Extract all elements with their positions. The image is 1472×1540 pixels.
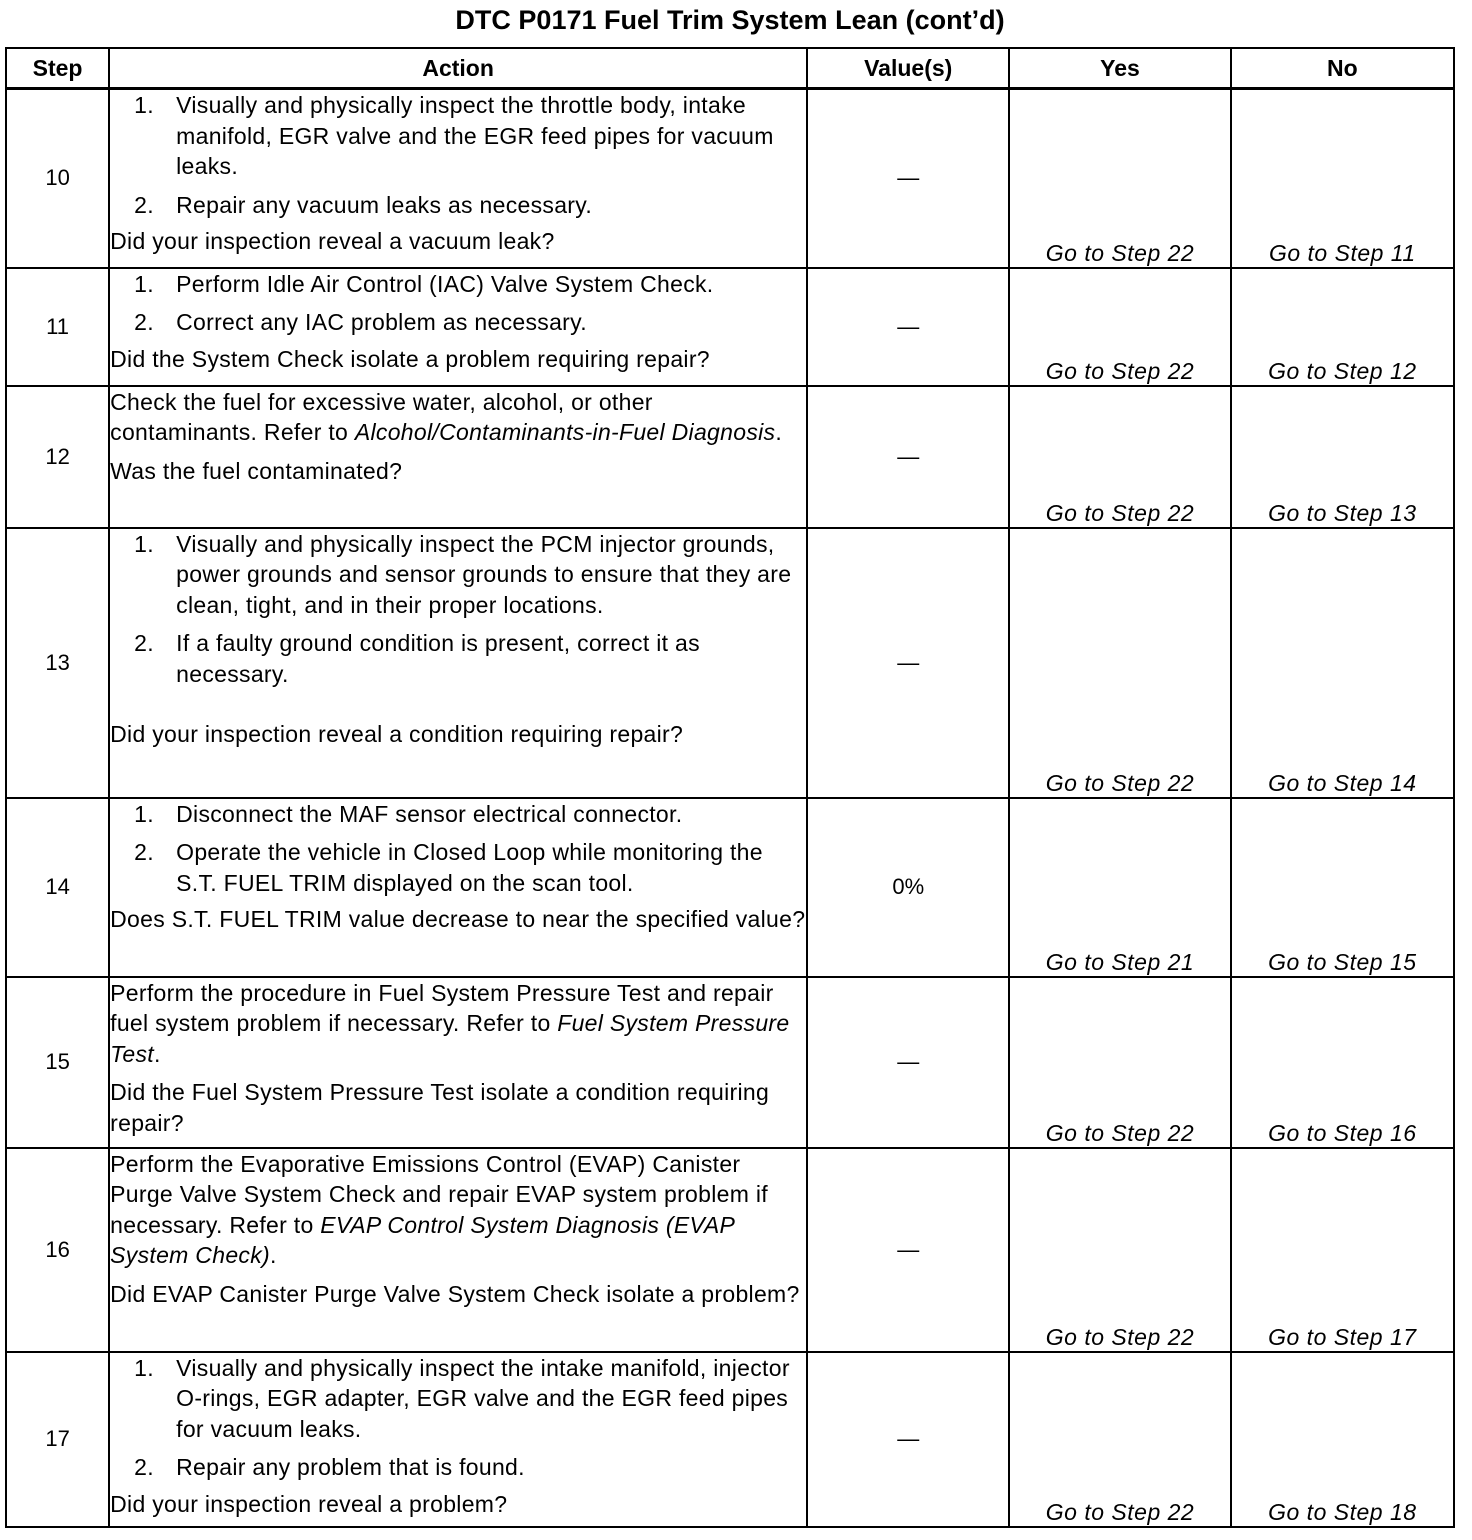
no-goto-link[interactable]: Go to Step 12 [1231, 268, 1454, 386]
reference-link[interactable]: Alcohol/Contaminants-in-Fuel Diagnosis [354, 419, 776, 445]
list-item: 1. Disconnect the MAF sensor electrical connector. [134, 800, 683, 827]
list-item: 1. Visually and physically inspect the PCM injector grounds, power grounds and sensor grounds to ensure that they are clean, tight, and in their proper locations. [134, 530, 792, 618]
value-cell: — [807, 1352, 1009, 1527]
action-question: Did EVAP Canister Purge Valve System Check isolate a problem? [110, 1280, 800, 1307]
action-cell [109, 386, 807, 528]
value-cell: — [807, 1148, 1009, 1352]
no-goto-link[interactable]: Go to Step 18 [1231, 1352, 1454, 1527]
step-number: 16 [6, 1148, 109, 1352]
column-header-step: Step [6, 48, 109, 89]
action-steps-list [110, 90, 806, 220]
value-cell: — [807, 89, 1009, 268]
table-row [6, 977, 1454, 1148]
no-goto-link[interactable]: Go to Step 13 [1231, 386, 1454, 528]
step-number: 14 [6, 798, 109, 977]
action-cell [109, 1352, 807, 1527]
diagnostic-table [5, 47, 1455, 1528]
action-steps-list [110, 269, 806, 338]
list-item: 1. Perform Idle Air Control (IAC) Valve System Check. [134, 270, 714, 297]
step-number: 17 [6, 1352, 109, 1527]
reference-link[interactable]: Fuel System Pressure Test [110, 1010, 790, 1067]
list-item: 1. Visually and physically inspect the throttle body, intake manifold, EGR valve and the EGR feed pipes for vacuum leaks. [134, 92, 774, 179]
no-goto-link[interactable]: Go to Step 16 [1231, 977, 1454, 1148]
action-question: Did your inspection reveal a condition requiring repair? [110, 721, 684, 747]
action-cell [109, 268, 807, 386]
table-row [6, 1352, 1454, 1527]
action-steps-list [110, 799, 806, 899]
value-cell: 0% [807, 798, 1009, 977]
column-header-no: No [1231, 48, 1454, 89]
step-number: 12 [6, 386, 109, 528]
action-steps-list [110, 1353, 806, 1483]
column-header-action: Action [109, 48, 807, 89]
value-cell: — [807, 528, 1009, 798]
action-text: Perform the Evaporative Emissions Control (EVAP) Canister Purge Valve System Check and repair EVAP system problem if necessary. Refer to EVAP Control System Diagnosis (EVAP System Check). [110, 1150, 768, 1268]
table-row [6, 528, 1454, 798]
action-question: Did the Fuel System Pressure Test isolate a condition requiring repair? [110, 1079, 770, 1136]
table-row [6, 89, 1454, 268]
list-item: 2. Repair any problem that is found. [134, 1454, 525, 1480]
table-header-row [6, 48, 1454, 89]
table-row [6, 1148, 1454, 1352]
step-number: 15 [6, 977, 109, 1148]
step-number: 11 [6, 268, 109, 386]
page-title: DTC P0171 Fuel Trim System Lean (cont’d) [455, 5, 1005, 35]
action-cell [109, 1148, 807, 1352]
yes-goto-link[interactable]: Go to Step 22 [1009, 1352, 1230, 1527]
list-item: 2. Repair any vacuum leaks as necessary. [134, 191, 593, 218]
reference-link[interactable]: EVAP Control System Diagnosis (EVAP System Check) [110, 1211, 735, 1268]
table-row [6, 268, 1454, 386]
value-cell: — [807, 268, 1009, 386]
action-text: Check the fuel for excessive water, alcohol, or other contaminants. Refer to Alcohol/Contaminants-in-Fuel Diagnosis. [110, 388, 783, 445]
action-text: Perform the procedure in Fuel System Pressure Test and repair fuel system problem if necessary. Refer to Fuel System Pressure Test. [110, 979, 790, 1067]
action-cell [109, 977, 807, 1148]
list-item: 2. If a faulty ground condition is present, correct it as necessary. [134, 630, 700, 687]
action-steps-list [110, 529, 806, 690]
list-item: 2. Operate the vehicle in Closed Loop while monitoring the S.T. FUEL TRIM displayed on the scan tool. [134, 839, 763, 896]
yes-goto-link[interactable]: Go to Step 22 [1009, 386, 1230, 528]
list-item: 1. Visually and physically inspect the intake manifold, injector O-rings, EGR adapter, EGR valve and the EGR feed pipes for vacuum leaks. [134, 1354, 790, 1442]
table-row [6, 386, 1454, 528]
action-question: Did the System Check isolate a problem requiring repair? [110, 345, 710, 372]
action-question: Was the fuel contaminated? [110, 457, 403, 484]
no-goto-link[interactable]: Go to Step 17 [1231, 1148, 1454, 1352]
action-question: Does S.T. FUEL TRIM value decrease to near the specified value? [110, 906, 806, 932]
action-cell [109, 89, 807, 268]
yes-goto-link[interactable]: Go to Step 22 [1009, 89, 1230, 268]
table-row [6, 798, 1454, 977]
value-cell: — [807, 386, 1009, 528]
value-cell: — [807, 977, 1009, 1148]
no-goto-link[interactable]: Go to Step 15 [1231, 798, 1454, 977]
action-cell [109, 528, 807, 798]
action-question: Did your inspection reveal a vacuum leak? [110, 228, 555, 254]
step-number: 13 [6, 528, 109, 798]
column-header-yes: Yes [1009, 48, 1230, 89]
yes-goto-link[interactable]: Go to Step 22 [1009, 977, 1230, 1148]
list-item: 2. Correct any IAC problem as necessary. [134, 309, 587, 335]
yes-goto-link[interactable]: Go to Step 22 [1009, 1148, 1230, 1352]
no-goto-link[interactable]: Go to Step 14 [1231, 528, 1454, 798]
no-goto-link[interactable]: Go to Step 11 [1231, 89, 1454, 268]
step-number: 10 [6, 89, 109, 268]
column-header-values: Value(s) [807, 48, 1009, 89]
action-question: Did your inspection reveal a problem? [110, 1490, 508, 1517]
action-cell [109, 798, 807, 977]
yes-goto-link[interactable]: Go to Step 22 [1009, 528, 1230, 798]
yes-goto-link[interactable]: Go to Step 21 [1009, 798, 1230, 977]
yes-goto-link[interactable]: Go to Step 22 [1009, 268, 1230, 386]
